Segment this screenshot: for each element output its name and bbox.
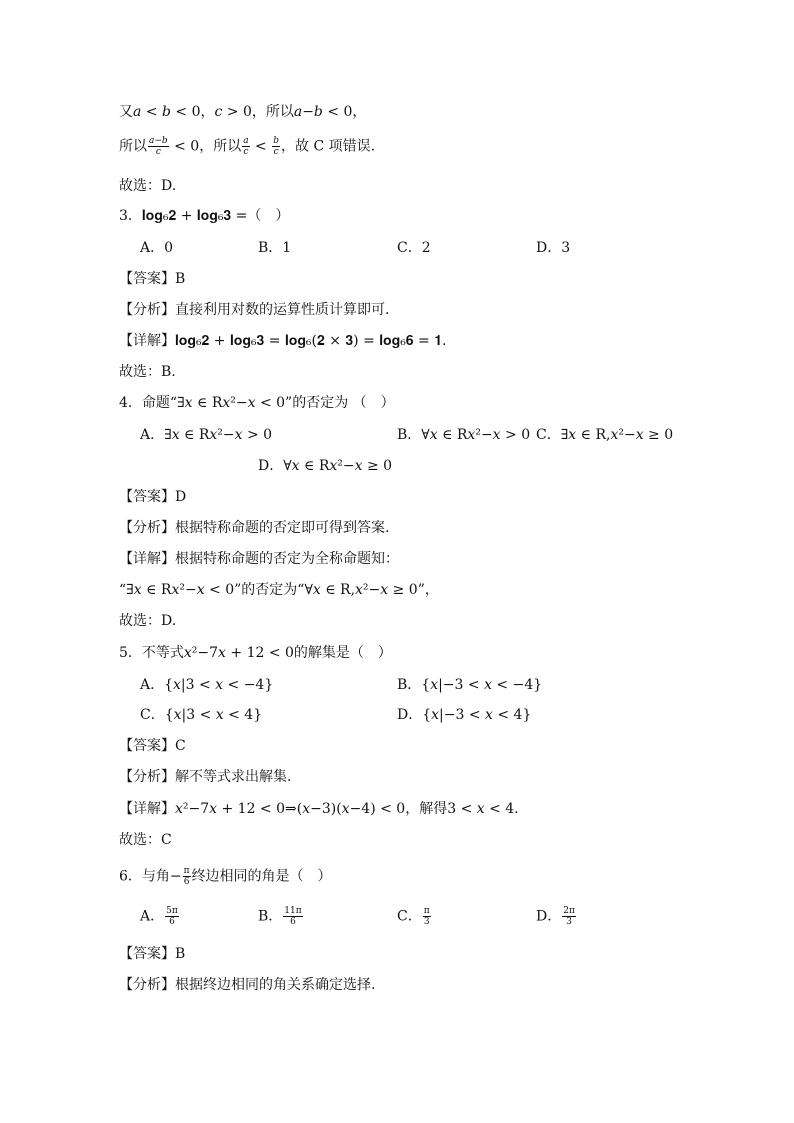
analysis-tag: 【分析】 xyxy=(119,977,175,993)
fraction-a-minus-b-over-c xyxy=(148,136,169,157)
analysis-text: 根据特称命题的否定即可得到答案. xyxy=(175,520,390,536)
question-5: 5．不等式𝑥²−7𝑥 + 12 < 0的解集是（ ） xyxy=(119,645,392,661)
question-3: 3．𝐥𝐨𝐠₆𝟐 + 𝐥𝐨𝐠₆𝟑 =（ ） xyxy=(119,208,290,224)
analysis-tag: 【分析】 xyxy=(119,520,175,536)
q3-option-c: C．2 xyxy=(397,240,431,256)
q6-analysis xyxy=(119,975,375,995)
text-line-1: 又𝑎 < 𝑏 < 0，𝑐 > 0，所以𝑎−𝑏 < 0， xyxy=(119,104,367,120)
detail-tag: 【详解】 xyxy=(119,551,175,567)
q6-option-d xyxy=(536,906,577,927)
analysis-text: 解不等式求出解集. xyxy=(175,769,292,785)
text-fragment: ，故 C 项错误. xyxy=(281,138,376,155)
fraction-pi-over-6 xyxy=(183,866,191,887)
analysis-text: 根据终边相同的角关系确定选择. xyxy=(175,977,376,993)
fraction-b-over-c xyxy=(272,136,280,157)
text-fragment: 所以 xyxy=(119,138,147,155)
fraction xyxy=(423,906,431,927)
numerator: 𝑎 xyxy=(243,136,249,146)
q6-option-a xyxy=(140,906,180,927)
numerator: π xyxy=(423,906,430,916)
numerator: 11π xyxy=(284,906,302,916)
q6-answer: 【答案】B xyxy=(119,946,186,962)
analysis-tag: 【分析】 xyxy=(119,769,175,785)
denominator: 𝑐 xyxy=(155,147,161,157)
text-fragment: 6．与角− xyxy=(119,868,182,885)
denominator: 𝑐 xyxy=(273,147,279,157)
question-6 xyxy=(119,866,332,887)
q6-option-b xyxy=(258,906,304,927)
numerator: 𝑎−𝑏 xyxy=(149,136,168,146)
text-fragment: 终边相同的角是（ ） xyxy=(191,868,332,885)
q3-detail xyxy=(119,331,446,351)
fraction xyxy=(562,906,576,927)
denominator: 3 xyxy=(423,917,430,927)
fraction xyxy=(165,906,179,927)
q5-answer: 【答案】C xyxy=(119,738,186,754)
denominator: 6 xyxy=(183,877,190,887)
analysis-tag: 【分析】 xyxy=(119,302,175,318)
q5-option-b: B．{𝑥|−3 < 𝑥 < −4} xyxy=(397,677,543,693)
fraction-a-over-c xyxy=(242,136,249,157)
q3-option-a: A．0 xyxy=(140,240,174,256)
q3-answer: 【答案】B xyxy=(119,271,186,287)
numerator: 2π xyxy=(563,906,575,916)
q4-select: 故选：D. xyxy=(119,613,177,629)
option-label: A． xyxy=(140,908,165,925)
q5-analysis xyxy=(119,767,291,787)
q5-option-d: D．{𝑥|−3 < 𝑥 < 4} xyxy=(397,707,532,723)
numerator: 𝑏 xyxy=(273,136,279,146)
q4-option-a: A．∃𝑥 ∈ R𝑥²−𝑥 > 0 xyxy=(140,427,273,443)
q4-option-d: D．∀𝑥 ∈ R𝑥²−𝑥 ≥ 0 xyxy=(258,458,393,474)
text-fragment: < xyxy=(250,138,272,155)
denominator: 6 xyxy=(290,917,296,927)
q5-option-c: C．{𝑥|3 < 𝑥 < 4} xyxy=(140,707,263,723)
numerator: π xyxy=(183,866,190,876)
q6-option-c xyxy=(397,906,432,927)
q5-select: 故选：C xyxy=(119,832,172,848)
analysis-text: 直接利用对数的运算性质计算即可. xyxy=(175,302,390,318)
q3-option-b: B．1 xyxy=(258,240,292,256)
q4-analysis xyxy=(119,518,389,538)
q4-option-c: C．∃𝑥 ∈ R,𝑥²−𝑥 ≥ 0 xyxy=(536,427,674,443)
detail-text: 根据特称命题的否定为全称命题知： xyxy=(175,551,399,567)
option-label: C． xyxy=(397,908,422,925)
q3-analysis xyxy=(119,300,389,320)
fraction xyxy=(283,906,302,927)
text-fragment: < 0，所以 xyxy=(169,138,242,155)
q5-option-a: A．{𝑥|3 < 𝑥 < −4} xyxy=(140,677,274,693)
q4-detail-2: “∃𝑥 ∈ R𝑥²−𝑥 < 0”的否定为“∀𝑥 ∈ R,𝑥²−𝑥 ≥ 0”， xyxy=(119,582,439,598)
q3-select: 故选：B. xyxy=(119,364,176,380)
option-label: B． xyxy=(258,908,283,925)
q5-detail xyxy=(119,799,519,819)
detail-text: 𝑥²−7𝑥 + 12 < 0⇒(𝑥−3)(𝑥−4) < 0，解得3 < 𝑥 < 4. xyxy=(175,801,519,817)
q4-detail xyxy=(119,549,399,569)
detail-text: 𝐥𝐨𝐠₆𝟐 + 𝐥𝐨𝐠₆𝟑 = 𝐥𝐨𝐠₆(𝟐 × 𝟑) = 𝐥𝐨𝐠₆𝟔 = 𝟏. xyxy=(175,333,447,349)
q3-option-d: D．3 xyxy=(536,240,571,256)
denominator: 3 xyxy=(566,917,572,927)
question-4: 4．命题“∃𝑥 ∈ R𝑥²−𝑥 < 0”的否定为 （ ） xyxy=(119,395,395,411)
numerator: 5π xyxy=(166,906,178,916)
denominator: 6 xyxy=(169,917,175,927)
detail-tag: 【详解】 xyxy=(119,333,175,349)
text-line-2 xyxy=(119,136,375,157)
q4-answer: 【答案】D xyxy=(119,489,187,505)
select-line: 故选：D. xyxy=(119,178,177,194)
option-label: D． xyxy=(536,908,562,925)
denominator: 𝑐 xyxy=(243,147,249,157)
q4-option-b: B．∀𝑥 ∈ R𝑥²−𝑥 > 0 xyxy=(397,427,531,443)
detail-tag: 【详解】 xyxy=(119,801,175,817)
